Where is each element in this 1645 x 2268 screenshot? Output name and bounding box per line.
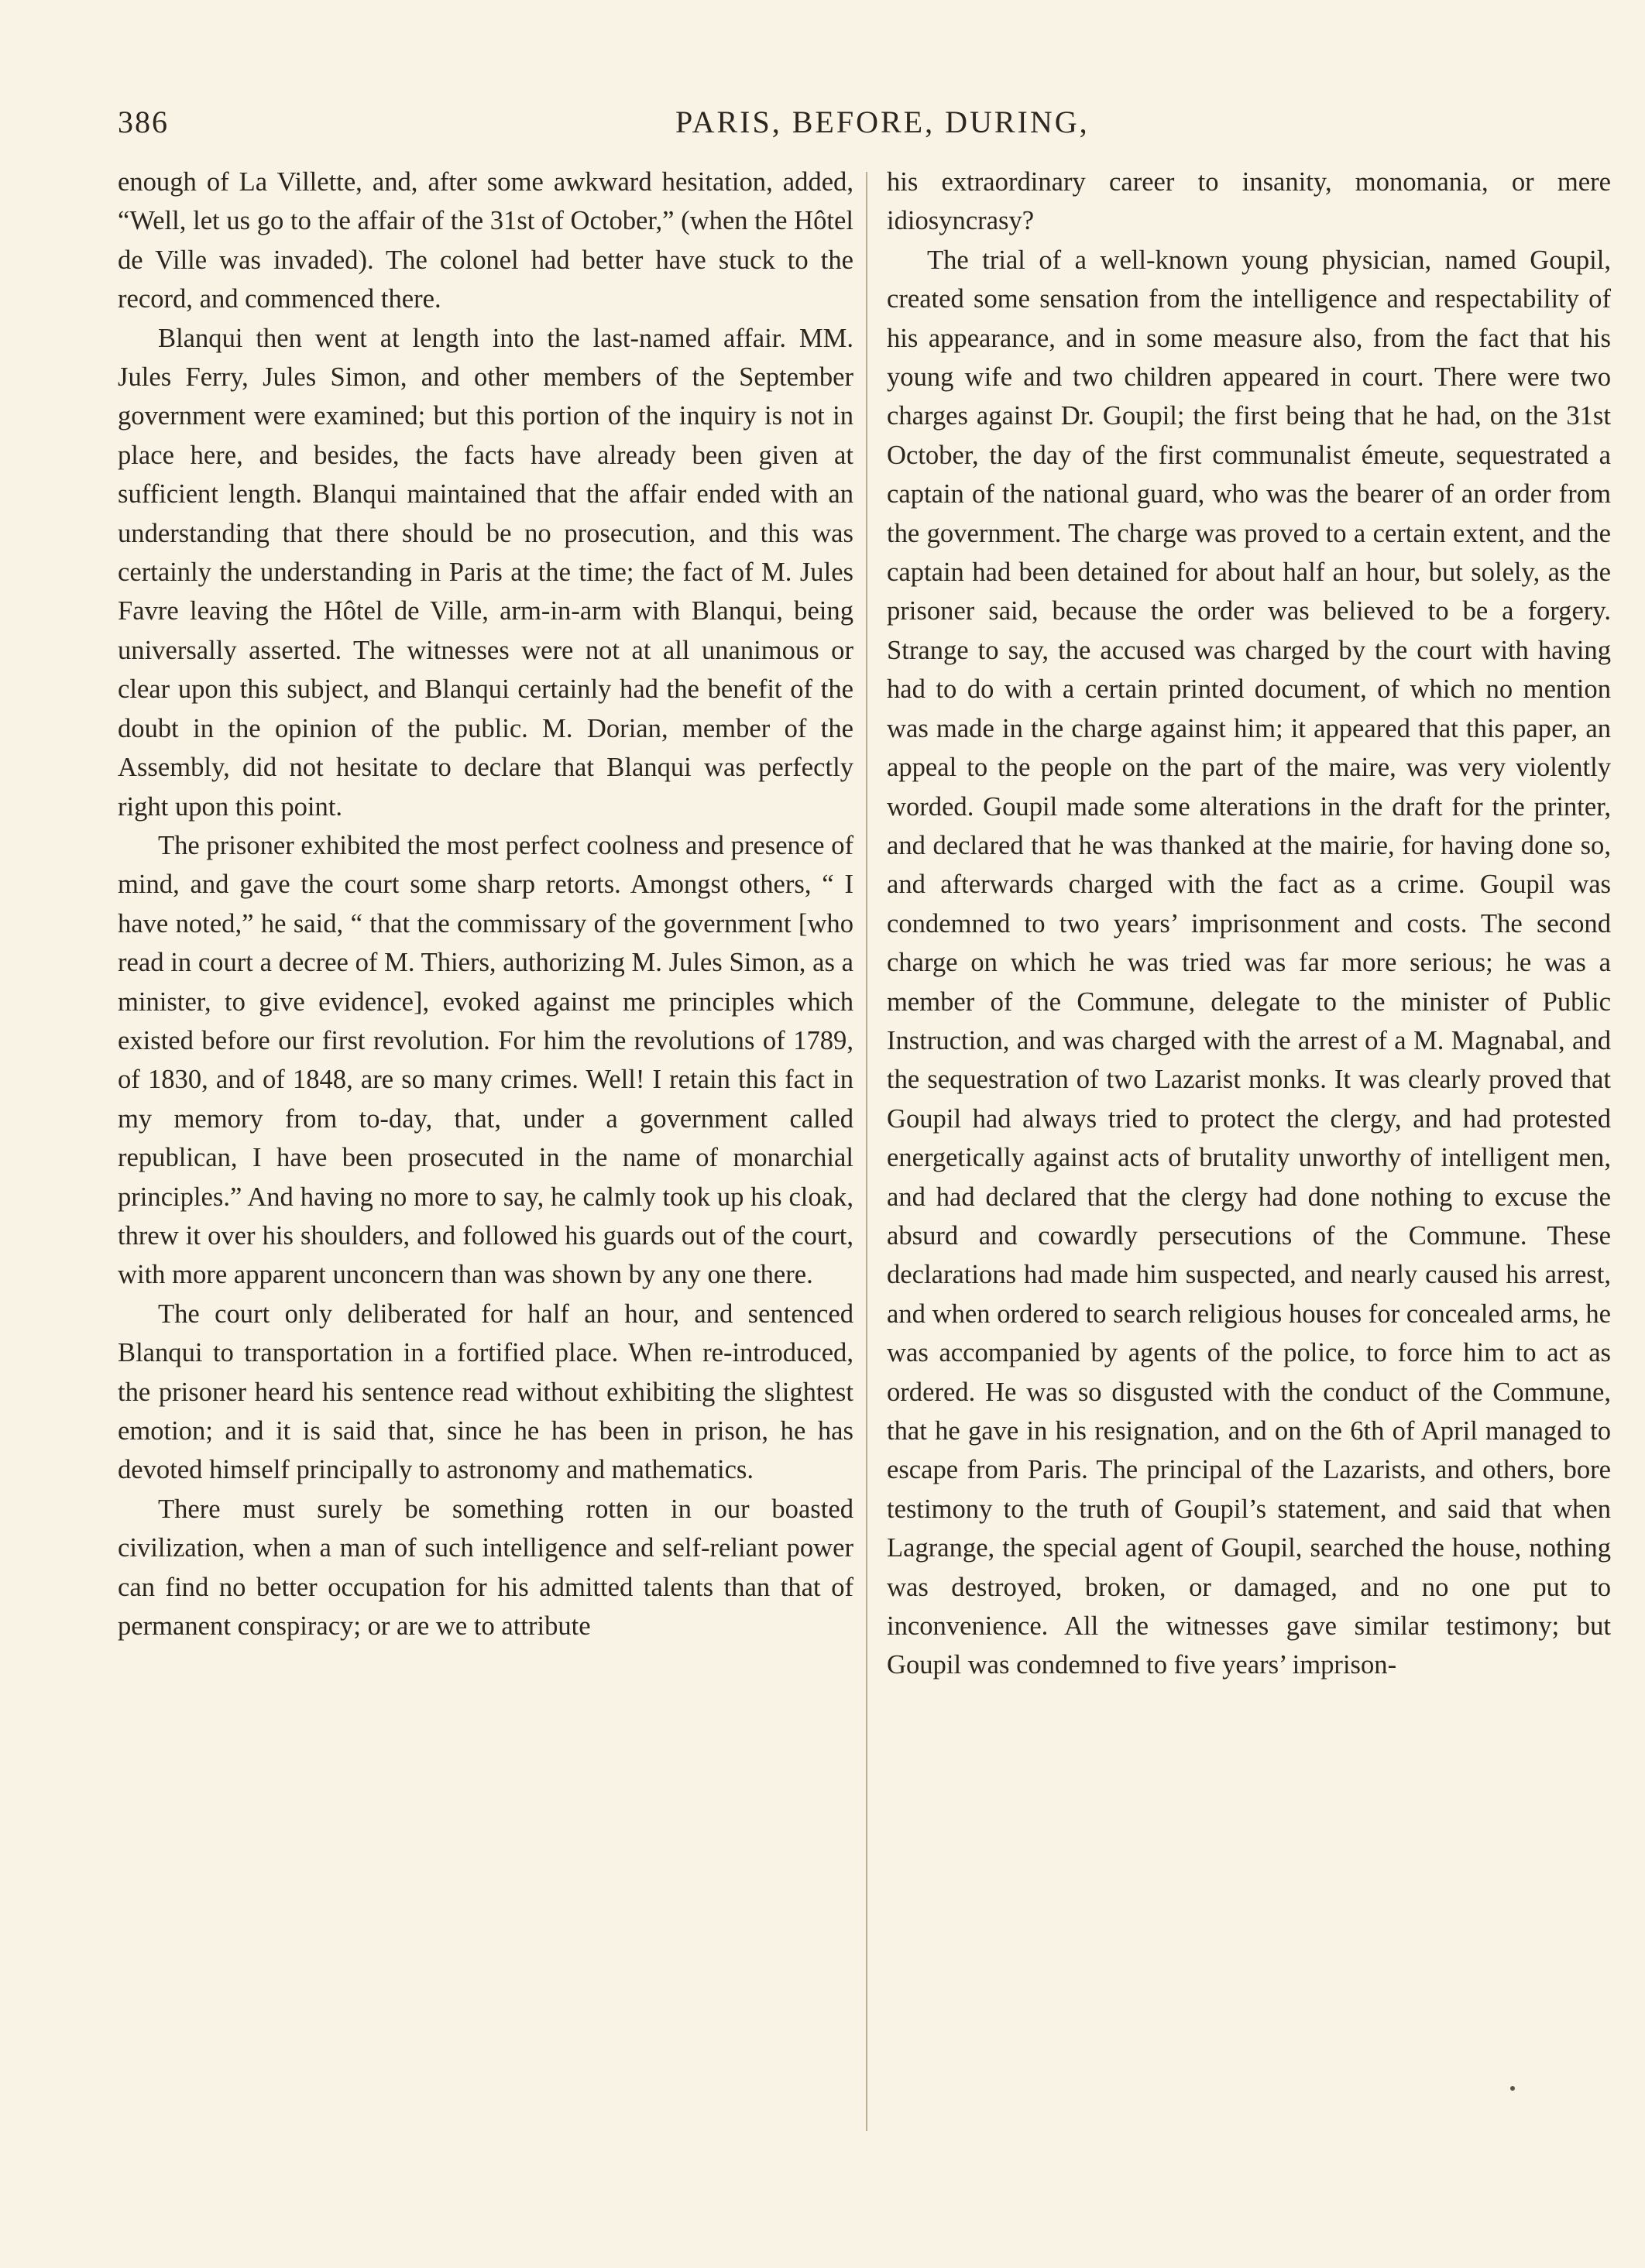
left-column: [118, 163, 853, 1645]
print-speck: [1510, 2086, 1515, 2091]
running-head: PARIS, BEFORE, DURING,: [675, 105, 1090, 139]
right-column: [887, 163, 1611, 1685]
page-number: 386: [118, 105, 169, 139]
right-paragraph-1: his extraordinary career to insanity, monomania, or mere idiosyncrasy?: [887, 167, 1611, 236]
page-header: [118, 104, 1589, 150]
left-paragraph-4: The court only deliberated for half an hour, and sentenced Blanqui to transportation in a fortified place. When re-introduced, the prisoner heard his sentence read without exhibiting the slightest emotion; and it is said that, since he has been in prison, he has devoted himself principally to astronomy and mathematics.: [118, 1299, 853, 1485]
left-paragraph-3: The prisoner exhibited the most perfect coolness and presence of mind, and gave the court some sharp retorts. Amongst others, “ I have noted,” he said, “ that the commissary of the government [who read in court a decree of M. Thiers, authorizing M. Jules Simon, as a minister, to give evidence], evoked against me principles which existed before our first revolution. For him the revolutions of 1789, of 1830, and of 1848, are so many crimes. Well! I retain this fact in my memory from to-day, that, under a government called republican, I have been prosecuted in the name of monarchial principles.” And having no more to say, he calmly took up his cloak, threw it over his shoulders, and followed his guards out of the court, with more apparent unconcern than was shown by any one there.: [118, 830, 853, 1290]
right-paragraph-2: The trial of a well-known young physician, named Goupil, created some sensation from the intelligence and respectability of his appearance, and in some measure also, from the fact that his young wife and two children appeared in court. There were two charges against Dr. Goupil; the first being that he had, on the 31st October, the day of the first communalist émeute, sequestrated a captain of the national guard, who was the bearer of an order from the government. The charge was proved to a certain extent, and the captain had been detained for about half an hour, but solely, as the prisoner said, because the order was believed to be a forgery. Strange to say, the accused was charged by the court with having had to do with a certain printed document, of which no mention was made in the charge against him; it appeared that this paper, an appeal to the people on the part of the maire, was very violently worded. Goupil made some alterations in the draft for the printer, and declared that he was thanked at the mairie, for having done so, and afterwards charged with the fact as a crime. Goupil was condemned to two years’ imprisonment and costs. The second charge on which he was tried was far more serious; he was a member of the Commune, delegate to the minister of Public Instruction, and was charged with the arrest of a M. Magnabal, and the sequestration of two Lazarist monks. It was clearly proved that Goupil had always tried to protect the clergy, and had protested energetically against acts of brutality unworthy of intelligent men, and had declared that the clergy had done nothing to excuse the absurd and cowardly persecutions of the Commune. These declarations had made him suspected, and nearly caused his arrest, and when ordered to search religious houses for concealed arms, he was accompanied by agents of the police, to force him to act as ordered. He was so disgusted with the conduct of the Commune, that he gave in his resignation, and on the 6th of April managed to escape from Paris. The principal of the Lazarists, and others, bore testimony to the truth of Goupil’s statement, and said that when Lagrange, the special agent of Goupil, searched the house, nothing was destroyed, broken, or damaged, and no one put to inconvenience. All the witnesses gave similar testimony; but Goupil was condemned to five years’ imprison-: [887, 245, 1611, 1680]
left-paragraph-1: enough of La Villette, and, after some awkward hesitation, added, “Well, let us go to the affair of the 31st of October,” (when the Hôtel de Ville was invaded). The colonel had better have stuck to the record, and commenced there.: [118, 167, 853, 314]
left-paragraph-2: Blanqui then went at length into the last-named affair. MM. Jules Ferry, Jules Simon, and other members of the September government were examined; but this portion of the inquiry is not in place here, and besides, the facts have already been given at sufficient length. Blanqui maintained that the affair ended with an understanding that there should be no prosecution, and this was certainly the understanding in Paris at the time; the fact of M. Jules Favre leaving the Hôtel de Ville, arm-in-arm with Blanqui, being universally asserted. The witnesses were not at all unanimous or clear upon this subject, and Blanqui certainly had the benefit of the doubt in the opinion of the public. M. Dorian, member of the Assembly, did not hesitate to declare that Blanqui was perfectly right upon this point.: [118, 323, 853, 822]
column-divider: [866, 172, 867, 2131]
left-paragraph-5: There must surely be something rotten in our boasted civilization, when a man of such intelligence and self-reliant power can find no better occupation for his admitted talents than that of permanent conspiracy; or are we to attribute: [118, 1494, 853, 1642]
